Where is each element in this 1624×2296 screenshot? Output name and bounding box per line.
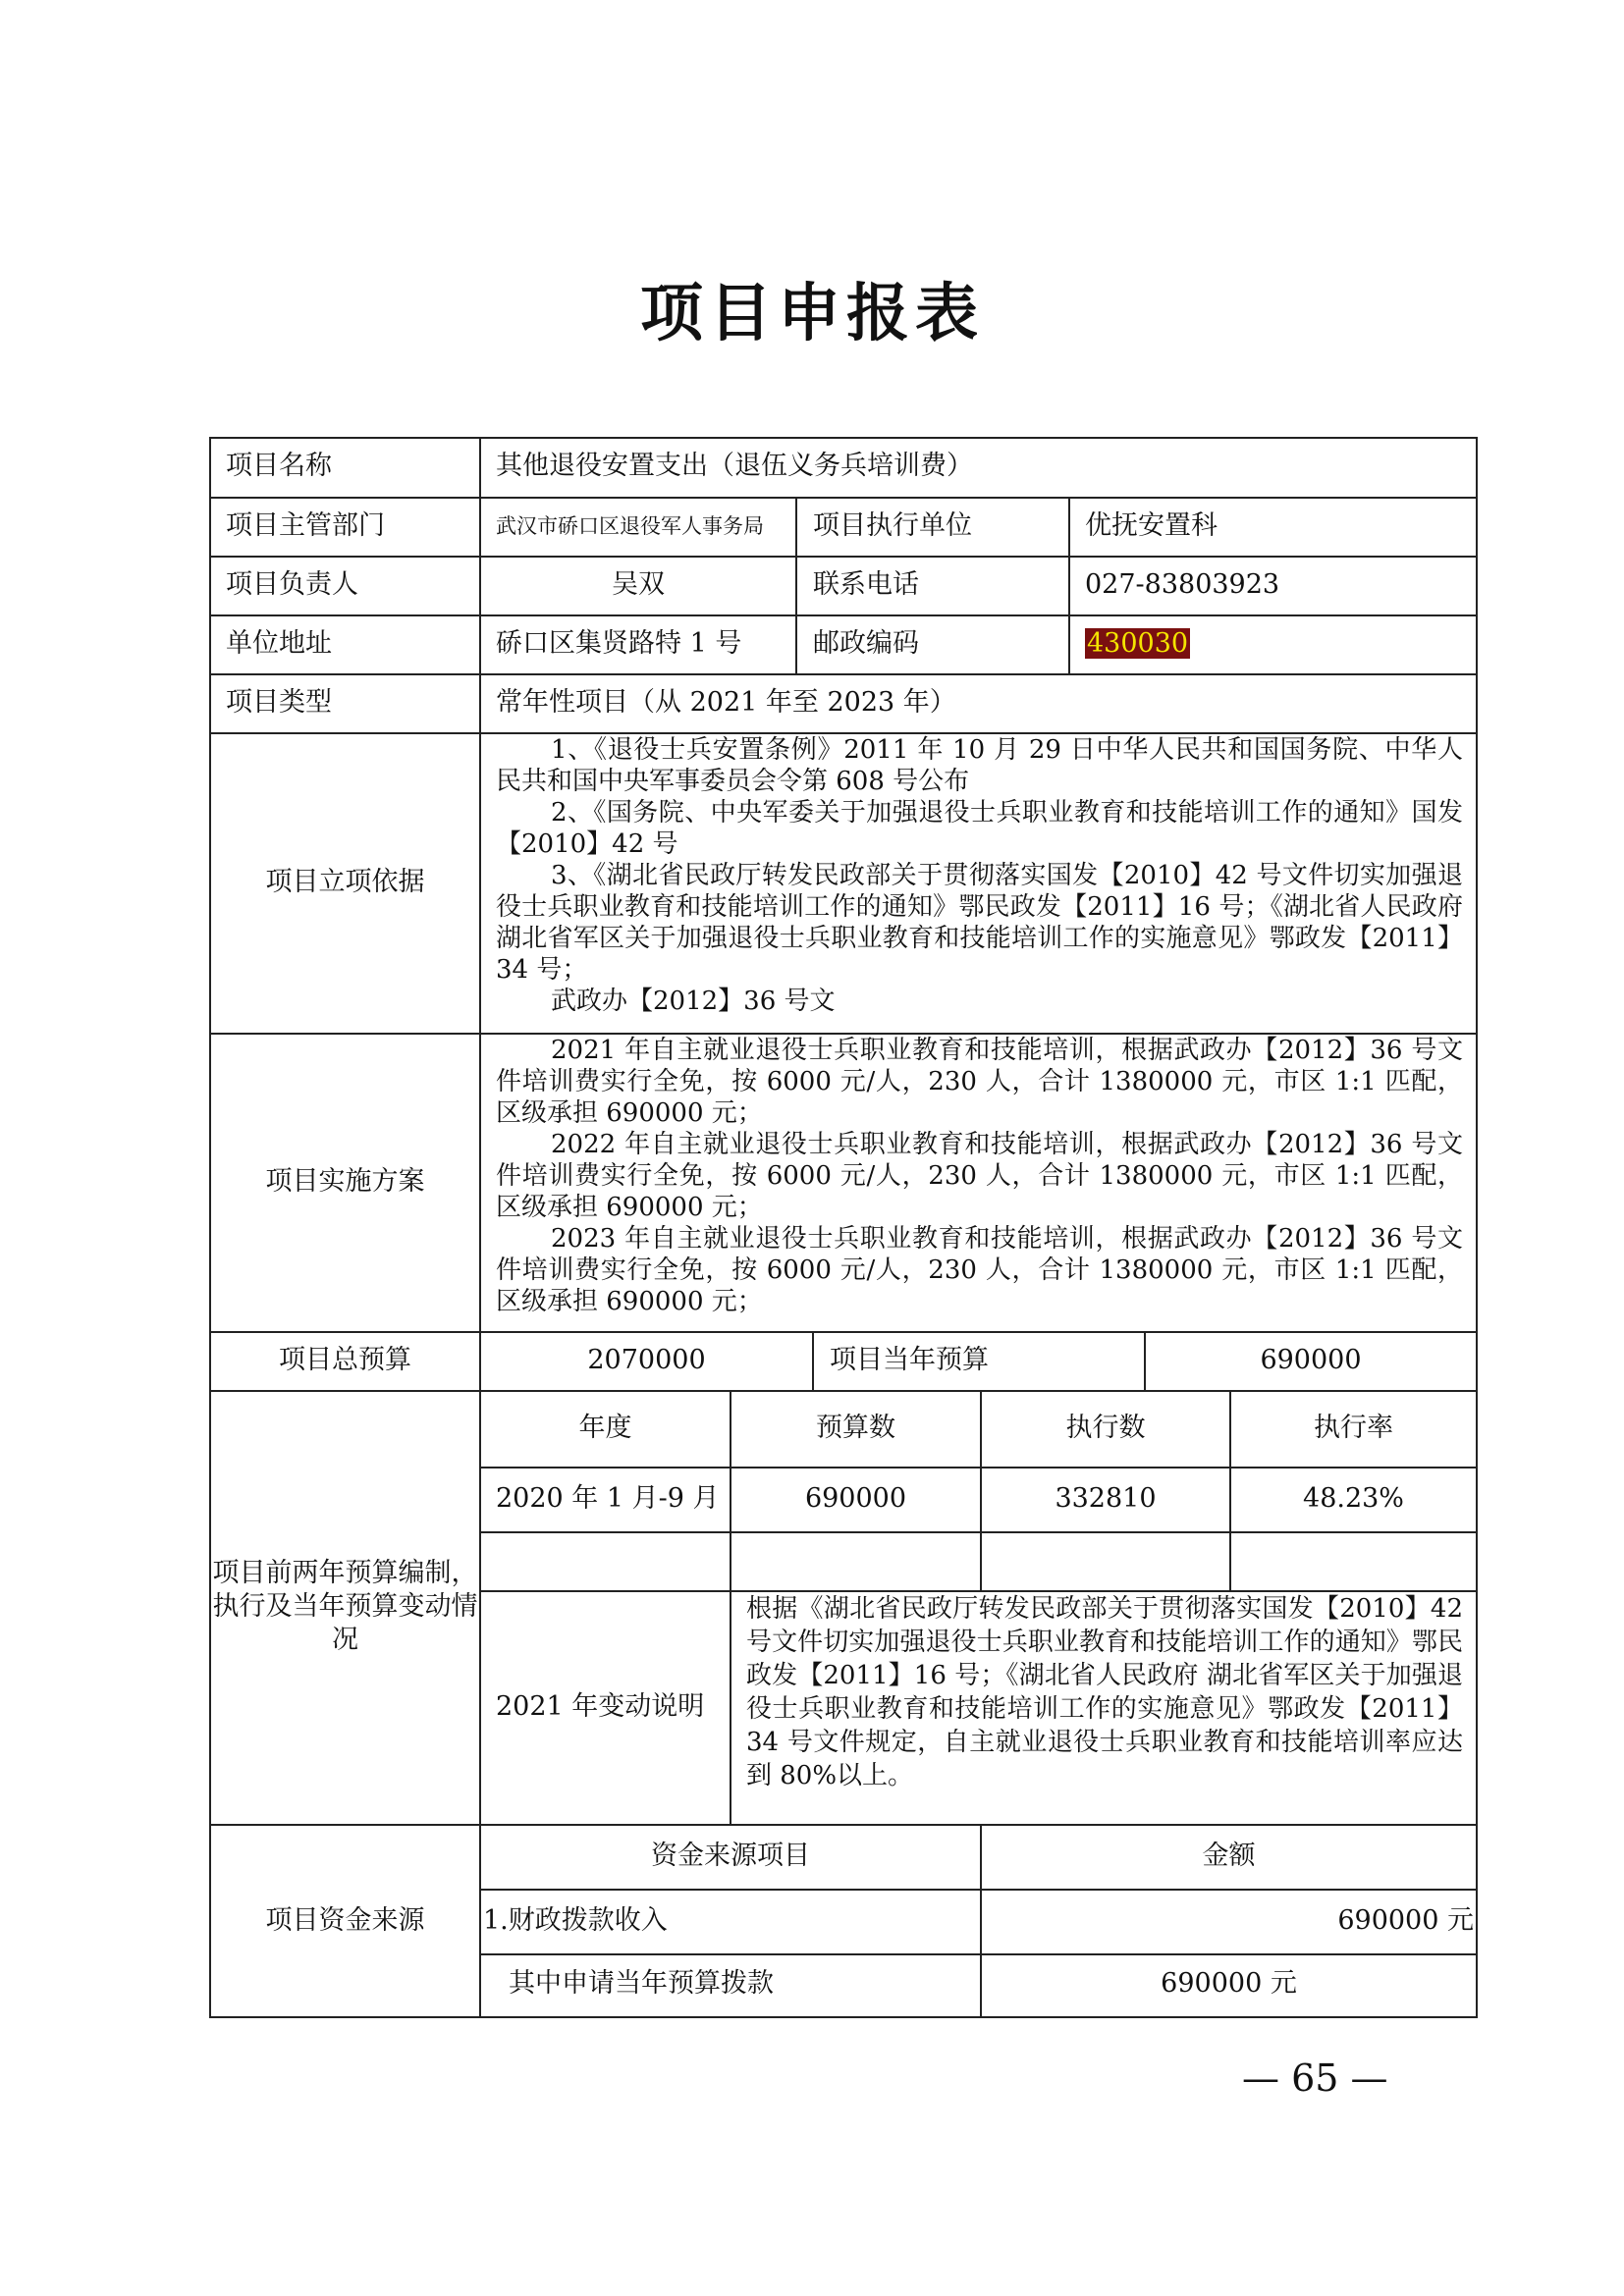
table-rule [209,614,1478,616]
history-cell-budget: 690000 [804,1483,907,1514]
history-header-rate: 执行率 [1314,1413,1393,1443]
funding-row-amount: 690000 元 [1161,1968,1297,1999]
funding-row-source: 1.财政拨款收入 [483,1905,668,1936]
funding-row-amount: 690000 元 [1337,1905,1474,1936]
history-header-budget: 预算数 [816,1413,895,1443]
history-cell-rate: 48.23% [1303,1483,1404,1514]
funding-header-source: 资金来源项目 [651,1841,810,1871]
total-budget-label: 项目总预算 [279,1345,411,1375]
address-value: 硚口区集贤路特 1 号 [496,628,742,659]
plan-text [496,1035,1463,1317]
funding-label: 项目资金来源 [265,1905,425,1936]
total-budget-value: 2070000 [587,1345,706,1375]
postal-value [1085,627,1190,661]
year-budget-value: 690000 [1260,1345,1362,1375]
page-title: 项目申报表 [640,278,984,350]
phone-value: 027-83803923 [1085,569,1280,600]
table-rule [209,1390,1478,1392]
basis-paragraph: 2、《国务院、中央军委关于加强退役士兵职业教育和技能培训工作的通知》国发【2010】42 号 [496,798,1463,859]
address-label: 单位地址 [226,628,332,659]
table-rule [209,673,1478,675]
table-rule [209,2016,1478,2018]
table-rule [479,1889,1478,1891]
plan-label: 项目实施方案 [265,1166,425,1197]
table-rule [209,1824,1478,1826]
table-rule [209,1331,1478,1333]
department-label: 项目主管部门 [226,510,385,541]
leader-label: 项目负责人 [226,569,358,600]
postal-label: 邮政编码 [813,628,919,659]
basis-text [496,734,1463,1017]
history-cell-executed: 332810 [1055,1483,1157,1514]
type-value: 常年性项目（从 2021 年至 2023 年） [496,687,956,718]
basis-paragraph: 武政办【2012】36 号文 [551,987,836,1016]
table-rule [479,1531,1478,1533]
project-name-value: 其他退役安置支出（退伍义务兵培训费） [496,451,973,481]
table-rule [209,437,211,2018]
history-label: 项目前两年预算编制，执行及当年预算变动情况 [212,1558,478,1655]
table-rule [812,1331,814,1390]
postal-code-highlight: 430030 [1087,628,1189,659]
change-text: 根据《湖北省民政厅转发民政部关于贯彻落实国发【2010】42 号文件切实加强退役士兵职业教育和技能培训工作的通知》鄂民政发【2011】16 号；《湖北省人民政府 湖北省军区关于加强退役士兵职业教育和技能培训工作的实施意见》鄂政发【2011】34 号文件规定，自主就业退役士兵职业教育和技能培训率应达到 80%以上。 [746,1594,1463,1790]
basis-label: 项目立项依据 [265,867,425,897]
change-label: 2021 年变动说明 [496,1691,705,1722]
table-rule [209,556,1478,558]
table-rule [209,497,1478,499]
table-rule [1476,437,1478,2018]
table-rule [795,497,797,673]
history-cell-year: 2020 年 1 月-9 月 [496,1483,720,1514]
history-header-executed: 执行数 [1065,1413,1146,1443]
plan-paragraph: 2021 年自主就业退役士兵职业教育和技能培训，根据武政办【2012】36 号文件培训费实行全免，按 6000 元/人，230 人，合计 1380000 元，市区 1:1 匹配，区级承担 690000 元； [496,1036,1463,1128]
table-rule [1068,497,1070,673]
plan-paragraph: 2023 年自主就业退役士兵职业教育和技能培训，根据武政办【2012】36 号文件培训费实行全免，按 6000 元/人，230 人，合计 1380000 元，市区 1:1 匹配，区级承担 690000 元； [496,1224,1463,1316]
history-header-year: 年度 [578,1413,632,1443]
funding-header-amount: 金额 [1202,1841,1256,1871]
leader-value: 吴双 [612,569,665,600]
department-value: 武汉市硚口区退役军人事务局 [496,514,764,538]
plan-paragraph: 2022 年自主就业退役士兵职业教育和技能培训，根据武政办【2012】36 号文件培训费实行全免，按 6000 元/人，230 人，合计 1380000 元，市区 1:1 匹配，区级承担 690000 元； [496,1130,1463,1222]
basis-paragraph: 1、《退役士兵安置条例》2011 年 10 月 29 日中华人民共和国国务院、中华人民共和国中央军事委员会令第 608 号公布 [496,735,1463,796]
executor-value: 优抚安置科 [1085,510,1218,541]
table-rule [479,1467,1478,1468]
funding-row-source: 其中申请当年预算拨款 [509,1968,774,1999]
basis-paragraph: 3、《湖北省民政厅转发民政部关于贯彻落实国发【2010】42 号文件切实加强退役士兵职业教育和技能培训工作的通知》鄂民政发【2011】16 号；《湖北省人民政府 湖北省军区关于加强退役士兵职业教育和技能培训工作的实施意见》鄂政发【2011】34 号； [496,861,1463,985]
table-rule [730,1390,731,1824]
page-number: — 65 — [1242,2056,1388,2100]
type-label: 项目类型 [226,687,332,718]
table-rule [209,437,1478,439]
phone-label: 联系电话 [813,569,919,600]
year-budget-label: 项目当年预算 [830,1345,989,1375]
table-rule [479,1953,1478,1955]
project-name-label: 项目名称 [226,451,332,481]
table-rule [479,437,481,2018]
executor-label: 项目执行单位 [813,510,972,541]
